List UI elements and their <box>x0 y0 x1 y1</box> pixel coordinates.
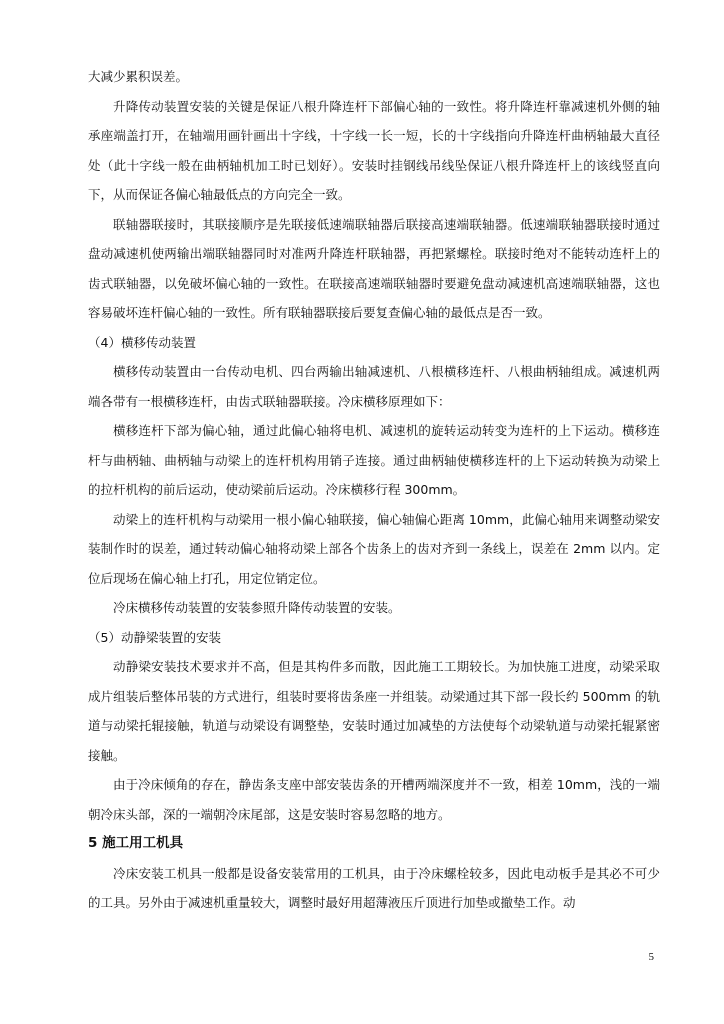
paragraph: 大减少累积误差。 <box>88 69 189 84</box>
subheading-5: （5）动静梁装置的安装 <box>88 629 221 645</box>
paragraph: 联轴器联接时，其联接顺序是先联接低速端联轴器后联接高速端联轴器。低速端联轴器联接时通过盘动减速机使两输出端联轴器同时对准两升降连杆联轴器，再把紧螺栓。联接时绝对不能转动连杆上的齿式联轴器，以免破坏偏心轴的一致性。在联接高速端联轴器时要避免盘动减速机高速端联轴器，这也容易破坏连杆偏心轴的一致性。所有联轴器联接后要复查偏心轴的最低点是否一致。 <box>88 216 660 320</box>
paragraph: 横移连杆下部为偏心轴，通过此偏心轴将电机、减速机的旋转运动转变为连杆的上下运动。横移连杆与曲柄轴、曲柄轴与动梁上的连杆机构用销子连接。通过曲柄轴使横移连杆的上下运动转换为动梁上的拉杆机构的前后运动，使动梁前后运动。冷床横移行程 300mm。 <box>88 423 660 497</box>
paragraph: 横移传动装置由一台传动电机、四台两输出轴减速机、八根横移连杆、八根曲柄轴组成。减速机两端各带有一根横移连杆，由齿式联轴器联接。冷床横移原理如下： <box>88 364 660 409</box>
paragraph: 冷床横移传动装置的安装参照升降传动装置的安装。 <box>113 600 401 615</box>
paragraph: 由于冷床倾角的存在，静齿条支座中部安装齿条的开槽两端深度并不一致，相差 10mm，浅的一端朝冷床头部，深的一端朝冷床尾部，这是安装时容易忽略的地方。 <box>88 777 660 822</box>
paragraph: 动静梁安装技术要求并不高，但是其构件多而散，因此施工工期较长。为加快施工进度，动梁采取成片组装后整体吊装的方式进行，组装时要将齿条座一并组装。动梁通过其下部一段长约 500mm 的轨道与动梁托辊接触，轨道与动梁设有调整垫，安装时通过加减垫的方法使每个动梁轨道与动梁托辊紧密接触。 <box>88 659 660 763</box>
paragraph: 动梁上的连杆机构与动梁用一根小偏心轴联接，偏心轴偏心距离 10mm，此偏心轴用来调整动梁安装制作时的误差，通过转动偏心轴将动梁上部各个齿条上的齿对齐到一条线上，误差在 2mm 以内。定位后现场在偏心轴上打孔，用定位销定位。 <box>88 511 660 586</box>
subheading-4: （4）横移传动装置 <box>88 334 196 350</box>
page-content <box>88 62 660 918</box>
page-number: 5 <box>648 951 654 963</box>
section-title: 5 施工用工机具 <box>88 835 184 851</box>
paragraph: 冷床安装工机具一般都是设备安装常用的工机具，由于冷床螺栓较多，因此电动板手是其必不可少的工具。另外由于减速机重量较大，调整时最好用超薄液压斤顶进行加垫或撤垫工作。动 <box>88 865 660 910</box>
paragraph: 升降传动装置安装的关键是保证八根升降连杆下部偏心轴的一致性。将升降连杆靠减速机外侧的轴承座端盖打开，在轴端用画针画出十字线，十字线一长一短，长的十字线指向升降连杆曲柄轴最大直径处（此十字线一般在曲柄轴机加工时已划好）。安装时挂钢线吊线坠保证八根升降连杆上的该线竖直向下，从而保证各偏心轴最低点的方向完全一致。 <box>88 98 660 202</box>
